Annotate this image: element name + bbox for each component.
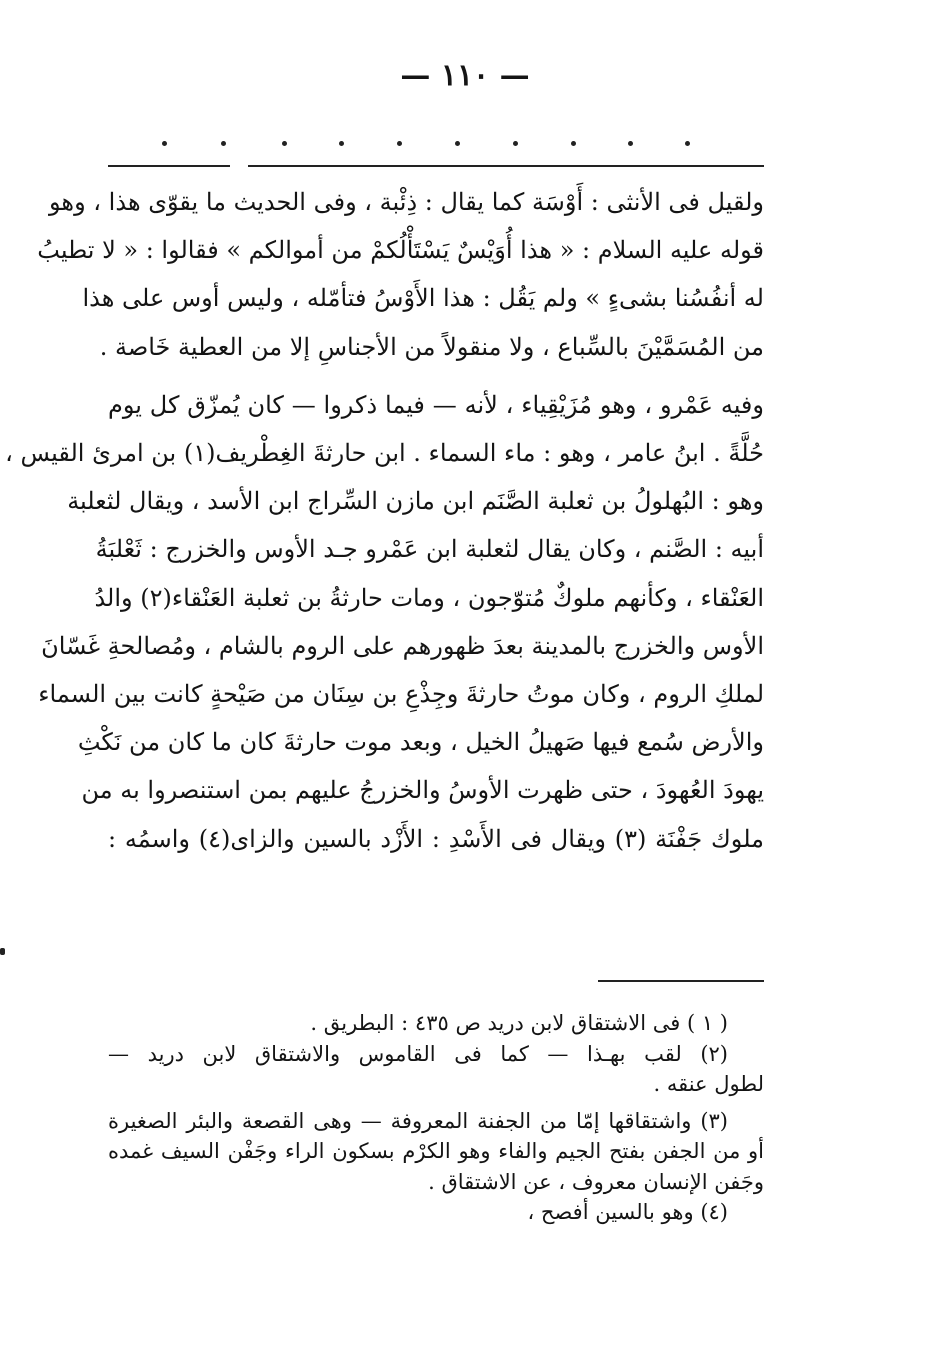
footnote-separator <box>598 980 764 982</box>
footnote-3: (٣) واشتقاقها إمّا من الجفنة المعروفة — وهى القصعة والبئر الصغيرة <box>108 1108 728 1133</box>
ornament-dot <box>513 141 518 146</box>
text-line: له أنفُسُنا بشىءٍ » ولم يَقُل : هذا الأَوْسُ فتأمّله ، وليس أوس على هذا <box>82 284 764 313</box>
page-number: — ١١٠ — <box>400 58 530 93</box>
ornament-dot <box>455 141 460 146</box>
ornament-dot <box>397 141 402 146</box>
text-line: يهودَ العُهودَ ، حتى ظهرت الأوسُ والخزرجُ عليهم بمن استنصروا به من <box>81 776 764 805</box>
text-line: لملكِ الروم ، وكان موتُ حارثةَ وجِذْعِ بن سِنَان من صَيْحةٍ كانت بين السماء <box>38 680 764 709</box>
footnote-1: ( ١ ) فى الاشتقاق لابن دريد ص ٤٣٥ : البطريق . <box>310 1011 728 1035</box>
text-line: ملوك جَفْنَة (٣) ويقال فى الأَسْدِ : الأَزْد بالسين والزاى(٤) واسمُه : <box>108 824 764 853</box>
paragraph-gap <box>108 371 764 381</box>
margin-mark <box>0 948 5 955</box>
ornament-dot <box>571 141 576 146</box>
text-line: قوله عليه السلام : « هذا أُوَيْسٌ يَسْتَأْلُكمْ من أموالكم » فقالوا : « لا تطيبُ <box>37 236 764 265</box>
header-rule-right <box>248 165 764 167</box>
text-line: أبيه : الصَّنم ، وكان يقال لثعلبة ابن عَمْرو جـد الأوس والخزرج : ثَعْلبَةُ <box>95 535 764 564</box>
text-line: ولقيل فى الأنثى : أَوْسَة كما يقال : ذِئْبة ، وفى الحديث ما يقوّى هذا ، وهو <box>49 188 764 216</box>
ornament-dot <box>221 141 226 146</box>
text-line: وهو : البُهلولُ بن ثعلبة الصَّنَم ابن مازن السِّراج ابن الأسد ، ويقال لثعلبة <box>67 487 764 516</box>
header-rule-left <box>108 165 230 167</box>
footnotes <box>108 1008 764 1228</box>
ornament-dot <box>162 141 167 146</box>
text-line: وفيه عَمْرو ، وهو مُزَيْقِياء ، لأنه — فيما ذكروا — كان يُمزّق كل يوم <box>108 390 764 419</box>
footnote-2-continued: لطول عنقه . <box>653 1072 764 1096</box>
ornament-dot <box>282 141 287 146</box>
text-line: والأرض سُمع فيها صَهيلُ الخيل ، وبعد موت حارثةَ كان ما كان من نَكْثِ <box>77 728 764 757</box>
ornament-dot <box>628 141 633 146</box>
text-line: الأوس والخزرج بالمدينة بعدَ ظهورهم على الروم بالشام ، ومُصالحةِ غَسّانَ <box>41 631 764 660</box>
ornament-dot <box>339 141 344 146</box>
main-text <box>5 178 764 863</box>
text-line: حُلَّةً . ابنُ عامر ، وهو : ماء السماء . ابن حارثةَ الغِطْريف(١) بن امرئ القيس ، <box>5 439 764 468</box>
text-line: العَنْقاء ، وكأنهم ملوكٌ مُتوّجون ، ومات حارثةُ بن ثعلبة العَنْقاء(٢) والدُ <box>94 583 764 612</box>
text-line: من المُسَمَّيْنَ بالسِّباع ، ولا منقولاً من الأجناسِ إلا من العطية خَاصة . <box>99 332 764 361</box>
footnote-4: (٤) وهو بالسين أفصح ، <box>527 1200 728 1224</box>
footnote-2: (٢) لقب بهـذا — كما فى القاموس والاشتقاق لابن دريد — <box>108 1041 728 1066</box>
ornament-dot <box>685 141 690 146</box>
footnote-3-continued: أو من الجفن بفتح الجيم والفاء وهو الكرْم بسكون الراء وجَفْن السيف غمده <box>108 1139 764 1163</box>
footnote-3-continued: وجَفن الإنسان معروف ، عن الاشتقاق . <box>428 1169 764 1194</box>
